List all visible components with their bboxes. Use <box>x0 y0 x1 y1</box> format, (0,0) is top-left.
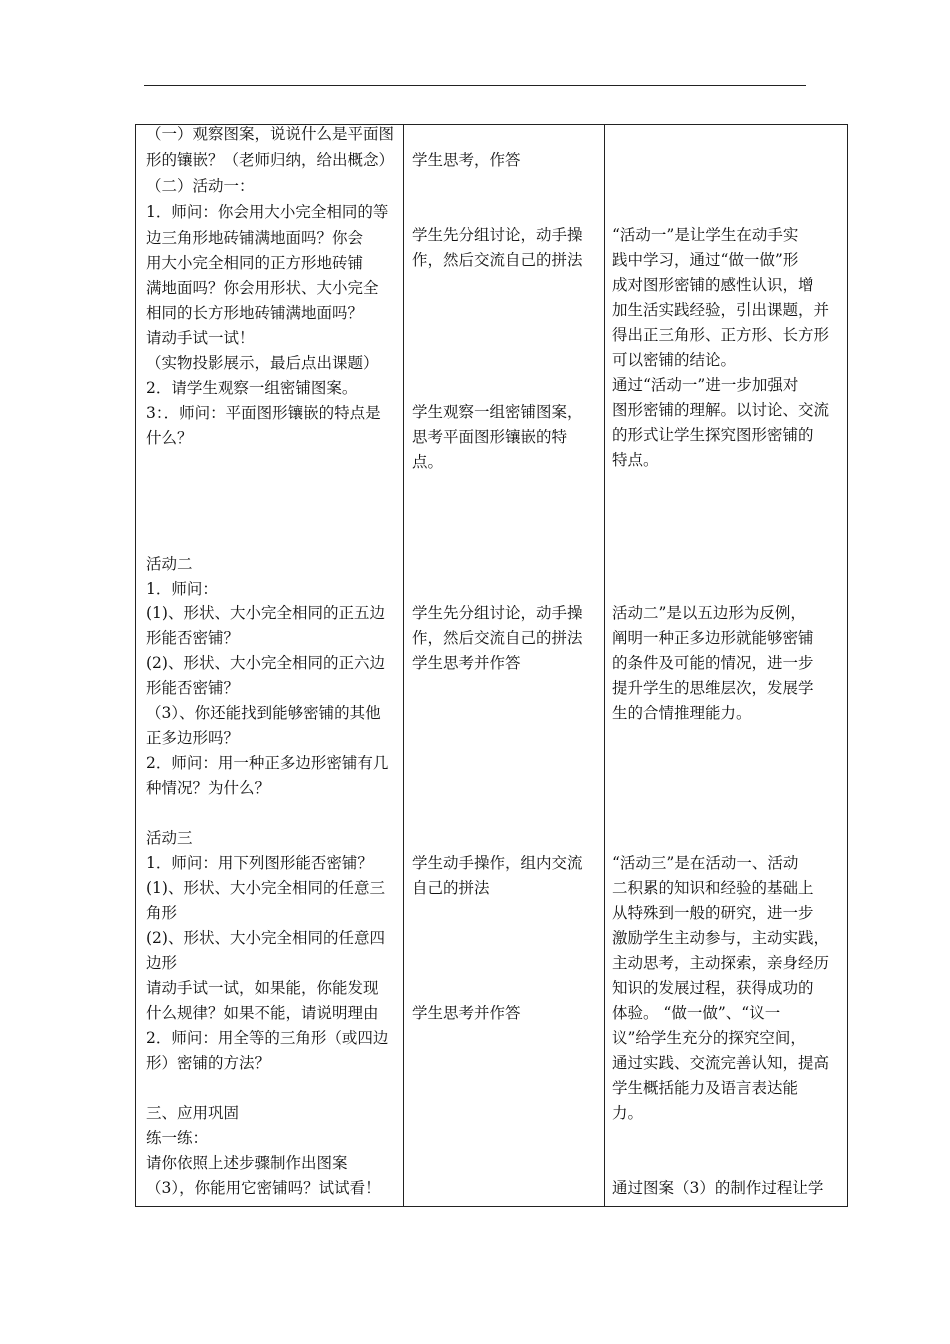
rationale-line: “活动一”是让学生在动手实 <box>612 226 799 244</box>
process-line: 形）密铺的方法？ <box>146 1054 271 1072</box>
header-rule <box>144 85 806 86</box>
process-line: 形能否密铺？ <box>146 679 240 697</box>
rationale-line: 提升学生的思维层次，发展学 <box>612 679 814 697</box>
student-activity-line: 学生思考并作答 <box>412 654 521 672</box>
process-line: 1．师问：用下列图形能否密铺？ <box>146 854 373 872</box>
column-divider <box>403 125 404 1206</box>
section-heading: 三、应用巩固 <box>146 1104 240 1122</box>
student-activity-line: 学生先分组讨论，动手操 <box>412 226 583 244</box>
rationale-line: 得出正三角形、正方形、长方形 <box>612 326 830 344</box>
process-line: 边形 <box>146 954 178 972</box>
process-line: 请动手试一试！ <box>146 329 255 347</box>
process-line: 正多边形吗？ <box>146 729 240 747</box>
process-line: 2．师问：用全等的三角形（或四边 <box>146 1029 389 1047</box>
process-line: 2．师问：用一种正多边形密铺有几 <box>146 754 389 772</box>
rationale-line: 二积累的知识和经验的基础上 <box>612 879 814 897</box>
rationale-line: 阐明一种正多边形就能够密铺 <box>612 629 814 647</box>
rationale-line: 的形式让学生探究图形密铺的 <box>612 426 814 444</box>
rationale-line: 践中学习，通过“做一做”形 <box>612 251 799 269</box>
process-line: 什么规律？如果不能，请说明理由 <box>146 1004 379 1022</box>
student-activity-line: 学生思考并作答 <box>412 1004 521 1022</box>
section-heading: 活动三 <box>146 829 193 847</box>
process-line: 1．师问：你会用大小完全相同的等 <box>146 203 389 221</box>
student-activity-line: 学生观察一组密铺图案， <box>412 403 583 421</box>
rationale-line: 活动二”是以五边形为反例， <box>612 604 806 622</box>
process-line: （3），你能用它密铺吗？试试看！ <box>146 1179 381 1197</box>
process-line: (1)、形状、大小完全相同的正五边 <box>146 604 385 622</box>
process-line: 边三角形地砖铺满地面吗？你会 <box>146 229 364 247</box>
rationale-line: 加生活实践经验，引出课题，并 <box>612 301 830 319</box>
rationale-line: 图形密铺的理解。以讨论、交流 <box>612 401 830 419</box>
process-line: 角形 <box>146 904 178 922</box>
process-line: 请动手试一试，如果能，你能发现 <box>146 979 379 997</box>
process-line: (1)、形状、大小完全相同的任意三 <box>146 879 385 897</box>
process-line: (2)、形状、大小完全相同的任意四 <box>146 929 385 947</box>
rationale-line: 成对图形密铺的感性认识，增 <box>612 276 814 294</box>
process-line: （3）、你还能找到能够密铺的其他 <box>146 704 381 722</box>
process-line: （二）活动一： <box>146 177 255 195</box>
rationale-line: 的条件及可能的情况，进一步 <box>612 654 814 672</box>
process-line: 种情况？为什么？ <box>146 779 271 797</box>
process-line: 3：．师问：平面图形镶嵌的特点是 <box>146 404 381 422</box>
process-line: (2)、形状、大小完全相同的正六边 <box>146 654 385 672</box>
student-activity-line: 学生先分组讨论，动手操 <box>412 604 583 622</box>
rationale-line: 激励学生主动参与，主动实践， <box>612 929 830 947</box>
rationale-line: 特点。 <box>612 451 659 469</box>
rationale-line: 通过“活动一”进一步加强对 <box>612 376 799 394</box>
student-activity-line: 学生动手操作，组内交流 <box>412 854 583 872</box>
rationale-line: 可以密铺的结论。 <box>612 351 737 369</box>
student-activity-line: 学生思考，作答 <box>412 151 521 169</box>
process-line: 用大小完全相同的正方形地砖铺 <box>146 254 364 272</box>
lesson-plan-table <box>135 124 848 1207</box>
process-line: 相同的长方形地砖铺满地面吗？ <box>146 304 364 322</box>
process-line: 2．请学生观察一组密铺图案。 <box>146 379 358 397</box>
process-line: 练一练： <box>146 1129 209 1147</box>
student-activity-line: 作，然后交流自己的拼法 <box>412 629 583 647</box>
process-line: 请你依照上述步骤制作出图案 <box>146 1154 348 1172</box>
rationale-line: 议”给学生充分的探究空间， <box>612 1029 806 1047</box>
rationale-line: 学生概括能力及语言表达能 <box>612 1079 799 1097</box>
rationale-line: 通过图案（3）的制作过程让学 <box>612 1179 824 1197</box>
student-activity-line: 作，然后交流自己的拼法 <box>412 251 583 269</box>
student-activity-line: 点。 <box>412 453 444 471</box>
column-divider <box>604 125 605 1206</box>
student-activity-line: 自己的拼法 <box>412 879 490 897</box>
rationale-line: 力。 <box>612 1104 644 1122</box>
rationale-line: 体验。 “做一做”、“议一 <box>612 1004 781 1022</box>
process-line: 满地面吗？你会用形状、大小完全 <box>146 279 379 297</box>
student-activity-line: 思考平面图形镶嵌的特 <box>412 428 568 446</box>
rationale-line: 主动思考，主动探索，亲身经历 <box>612 954 830 972</box>
process-line: （实物投影展示，最后点出课题） <box>146 354 379 372</box>
process-line: 什么？ <box>146 429 193 447</box>
process-line: 形能否密铺？ <box>146 629 240 647</box>
process-line: 1．师问： <box>146 580 218 598</box>
rationale-line: “活动三”是在活动一、活动 <box>612 854 799 872</box>
process-line: 形的镶嵌？（老师归纳，给出概念） <box>146 151 395 169</box>
process-line: （一）观察图案，说说什么是平面图 <box>146 125 395 143</box>
rationale-line: 生的合情推理能力。 <box>612 704 752 722</box>
section-heading: 活动二 <box>146 555 193 573</box>
rationale-line: 从特殊到一般的研究，进一步 <box>612 904 814 922</box>
rationale-line: 通过实践、交流完善认知，提高 <box>612 1054 830 1072</box>
rationale-line: 知识的发展过程，获得成功的 <box>612 979 814 997</box>
